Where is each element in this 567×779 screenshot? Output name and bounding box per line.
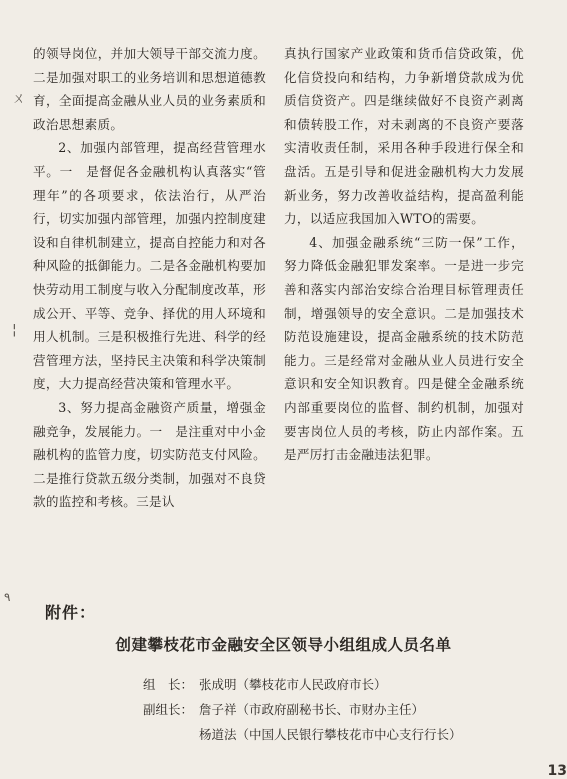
margin-mark: ㄨ	[12, 91, 26, 107]
member-entry: 张成明（攀枝花市人民政府市长）	[199, 677, 387, 692]
member-entry: 杨道法（中国人民银行攀枝花市中心支行行长）	[199, 727, 462, 742]
attachment-title: 创建攀枝花市金融安全区领导小组组成人员名单	[115, 636, 452, 654]
member-role: 副组长：	[143, 702, 194, 717]
margin-mark: ٩	[4, 590, 11, 604]
right-column	[284, 42, 524, 467]
member-row	[143, 722, 543, 747]
page-number: 13	[547, 763, 567, 779]
member-row	[143, 672, 543, 697]
paragraph: 4、加强金融系统“三防一保”工作，努力降低金融犯罪发案率。一是进一步完善和落实内部治安综合治理目标管理责任制，增强领导的安全意识。二是加强技术防范设施建设，提高金融系统的技术防范能力。三是经常对金融从业人员进行安全意识和安全知识教育。四是健全金融系统内部重要岗位的监督、制约机制，加强对要害岗位人员的考核，防止内部作案。五是严厉打击金融违法犯罪。	[284, 234, 524, 463]
margin-mark: ¦	[12, 322, 17, 338]
paragraph: 的领导岗位，并加大领导干部交流力度。二是加强对职工的业务培训和思想道德教育，全面提高金融从业人员的业务素质和政治思想素质。	[33, 46, 266, 132]
member-list	[143, 672, 543, 747]
attachment-label: 附件：	[45, 603, 97, 622]
member-entry: 詹子祥（市政府副秘书长、市财办主任）	[199, 702, 425, 717]
paragraph: 2、加强内部管理，提高经营管理水平。一 是督促各金融机构认真落实“管理年”的各项要求，依法治行，从严治行，切实加强内部管理，加强内控制度建设和自律机制建立，提高自控能力和对各种风险的抵御能力。二是各金融机构要加快劳动用工制度与收入分配制度改革，形成公开、平等、竞争、择优的用人环境和用人机制。三是积极推行先进、科学的经营管理方法，坚持民主决策和科学决策制度，大力提高经营决策和管理水平。	[33, 140, 266, 392]
paragraph: 真执行国家产业政策和货币信贷政策，优化信贷投向和结构，力争新增贷款成为优质信贷资产。四是继续做好不良资产剥离和债转股工作，对未剥离的不良资产要落实清收责任制，采用各种手段进行保全和盘活。五是引导和促进金融机构大力发展新业务，努力改善收益结构，提高盈利能力，以适应我国加入WTO的需要。	[284, 46, 524, 227]
left-column	[33, 42, 266, 514]
member-row	[143, 697, 543, 722]
member-role: 组 长：	[143, 677, 194, 692]
paragraph: 3、努力提高金融资产质量，增强金融竞争，发展能力。一 是注重对中小金融机构的监管力度，切实防范支付风险。二是推行贷款五级分类制，加强对不良贷款的监控和考核。三是认	[33, 399, 266, 510]
